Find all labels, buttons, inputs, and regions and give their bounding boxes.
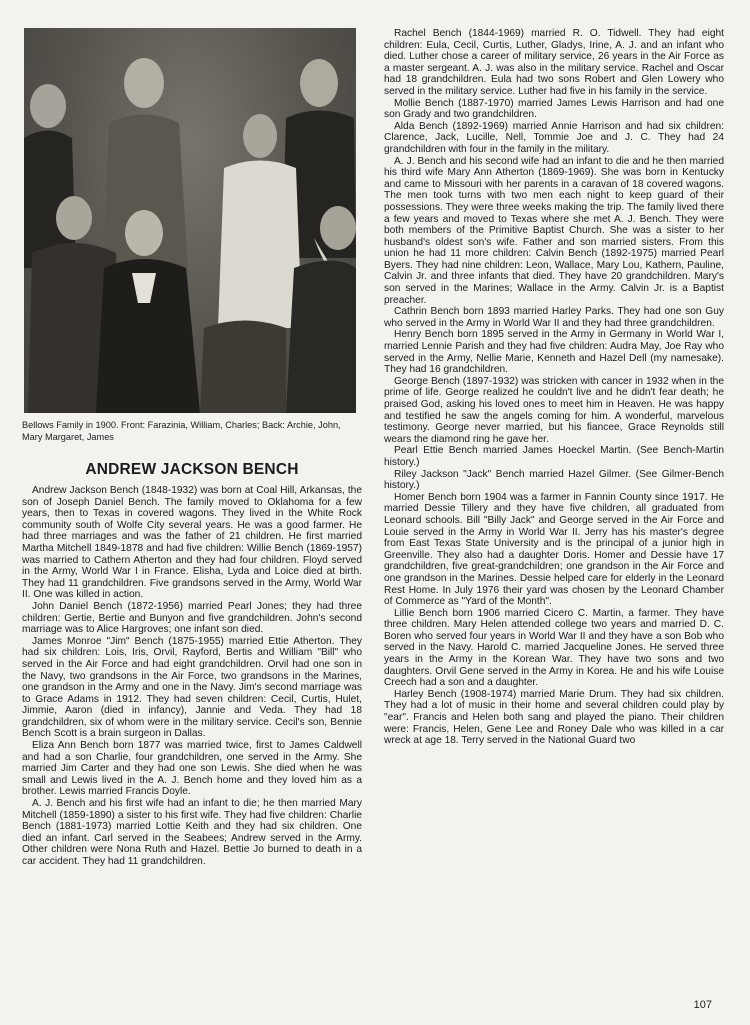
paragraph: Cathrin Bench born 1893 married Harley Parks. They had one son Guy who served in the Army in World War II and they had three grandchildren. (384, 306, 724, 329)
left-column (22, 28, 362, 868)
paragraph: Homer Bench born 1904 was a farmer in Fannin County since 1917. He married Dessie Tillery and they have five children, all graduated from Leonard schools. Bill "Billy Jack" and George served in the Air Force and Louie served in the Army in World War II. Jerry has his master's degree from East Texas State University and is the principal of a junior high in Greenville. They also had a daughter Doris. Homer and Dessie have 17 grandchildren, five great-grandchildren; one grandson in the Air Force and one grandson in the Marines. Dessie helped care for elderly in the Leonard Rest Home. In July 1976 their yard was chosen by the Leonard Chamber of Commerce as "Yard of the Month". (384, 491, 724, 608)
paragraph: Rachel Bench (1844-1969) married R. O. Tidwell. They had eight children: Eula, Cecil, Curtis, Luther, Gladys, Irine, A. J. and an infant who died. Luther chose a career of military service, 26 years in the Air Force as a master sergeant. A. J. was also in the military service. Rachel and Oscar had 18 grandchildren. Eula had two sons Robert and Glen Lowery who served in the military service. Luther had five in his family in the service. (384, 28, 724, 97)
paragraph: Eliza Ann Bench born 1877 was married twice, first to James Caldwell and had a son Charlie, four grandchildren, one served in the Army. She married Jim Carter and they had one son Lewis. She died when he was small and Lewis lived in the A. J. Bench home and they loved him as a brother. Lewis married Francis Doyle. (22, 740, 362, 798)
article-headline: ANDREW JACKSON BENCH (85, 461, 299, 478)
paragraph: George Bench (1897-1932) was stricken with cancer in 1932 when in the prime of life. George realized he couldn't live and he didn't fear death; he praised God, asking his loved ones to meet him in Heaven. He was happy and testified he saw the angels coming for him. A wonderful, marvelous testimony. George never married, but his fiancee, Grace Reynolds still wears the diamond ring he gave her. (384, 375, 724, 445)
page-number: 107 (693, 999, 712, 1011)
photo-caption: Bellows Family in 1900. Front: Farazinia, William, Charles; Back: Archie, John, Mary Margaret, James (22, 420, 341, 442)
paragraph: A. J. Bench and his first wife had an infant to die; he then married Mary Mitchell (1859-1890) a sister to his first wife. They had five children: Charlie Bench (1881-1973) married Lottie Keith and they had six children. One died an infant. Carl served in the Seabees; Andrew served in the Army. Other children were Nona Ruth and Hazel. Bettie Jo burned to death in a car accident. They had 11 grandchildren. (22, 798, 362, 867)
paragraph: A. J. Bench and his second wife had an infant to die and he then married his third wife Mary Ann Atherton (1869-1969). She was born in Kentucky and came to Missouri with her parents in a caravan of 18 covered wagons. The men took turns with two men each night to keep guard of their possessions. They were three weeks making the trip. The family lived there a few years and moved to Texas where she met A. J. Bench. They were both members of the Primitive Baptist Church. She was a sister to her husband's oldest son's wife. Father and son married sisters. From this union he had 11 more children: Calvin Bench (1892-1975) married Pearl Byers. They had nine children: Leon, Wallace, Mary Lou, Kathern, Pauline, Calvin Jr. and three infants that died. They have 20 grandchildren. Mary's son served in the Marines; Wallace in the Army. Calvin Jr. is a Baptist preacher. (384, 155, 724, 306)
paragraph: James Monroe "Jim" Bench (1875-1955) married Ettie Atherton. They had six children: Lois, Iris, Orvil, Rayford, Bertis and William "Bill" who served in the Air Force and had eight grandchildren. Orvil had one son in the Navy, two grandsons in the Air Force, two grandsons in the Marines, one grandson in the Army and one in the Navy. Jim's second marriage was to Grace Adams in 1912. They had seven children: Cecil, Curtis, Hulet, Jimmie, Aaron (died in infancy), Jannie and Veda. They had 18 grandchildren, six of whom were in the military service. Cecil's son, Bennie Bench Scott is a brain surgeon in Dallas. (22, 635, 362, 740)
paragraph: Henry Bench born 1895 served in the Army in Germany in World War I, married Lennie Parish and they had five children: Audra May, Joe Ray who served in the Army, Nellie Marie, Kenneth and Hazel Dell (my namesake). They had 16 grandchildren. (384, 329, 724, 376)
paragraph: Pearl Ettie Bench married James Hoeckel Martin. (See Bench-Martin history.) (384, 445, 724, 468)
paragraph: Alda Bench (1892-1969) married Annie Harrison and had six children: Clarence, Jack, Lucille, Nell, Tommie Joe and J. C. They had 24 grandchildren with four in the family in the military. (384, 120, 724, 155)
family-photo-illustration (24, 28, 356, 413)
paragraph: John Daniel Bench (1872-1956) married Pearl Jones; they had three children: Gertie, Bertie and Bunyon and five grandchildren. John's second marriage was to Alice Hargroves; one infant son died. (22, 600, 362, 636)
paragraph: Harley Bench (1908-1974) married Marie Drum. They had six children. They had a lot of music in their home and several children could play by "ear". Francis and Helen both sang and played the piano. Their children were: Francis, Helen, Gene Lee and Roney Dale who was killed in a car wreck at age 18. Terry served in the National Guard two (384, 688, 724, 747)
paragraph: Andrew Jackson Bench (1848-1932) was born at Coal Hill, Arkansas, the son of Joseph Daniel Bench. The family moved to Oklahoma for a few years, then to Texas in covered wagons. They lived in the White Rock community south of Wolfe City several years. He was a good farmer. He had three marriages and was the father of 21 children. He first married Martha Mitchell 1849-1878 and had five children: Willie Bench (1869-1957) was married to Cathern Atherton and they had four children. Floyd served in the Army, World War I in France. Elisha, Lyda and Loice died at birth. They had 11 grandchildren. Five grandsons served in the Army, World War II. One was killed in action. (22, 485, 362, 601)
family-photo (24, 28, 356, 413)
paragraph: Mollie Bench (1887-1970) married James Lewis Harrison and had one son Grady and two grandchildren. (384, 97, 724, 121)
paragraph: Lillie Bench born 1906 married Cicero C. Martin, a farmer. They have three children. Mary Helen attended college two years and married D. C. Boren who served four years in World War II and they have a son Bob who served in the Navy. Harold C. married Jacqueline Jones. He served three years in the Army in the Korean War. They have two sons and two daughters. Orvil Gene served in the Army in Korea. He and his wife Louise Creech had a son and a daughter. (384, 607, 724, 689)
paragraph: Riley Jackson "Jack" Bench married Hazel Gilmer. (See Gilmer-Bench history.) (384, 468, 724, 492)
right-column (384, 28, 724, 747)
